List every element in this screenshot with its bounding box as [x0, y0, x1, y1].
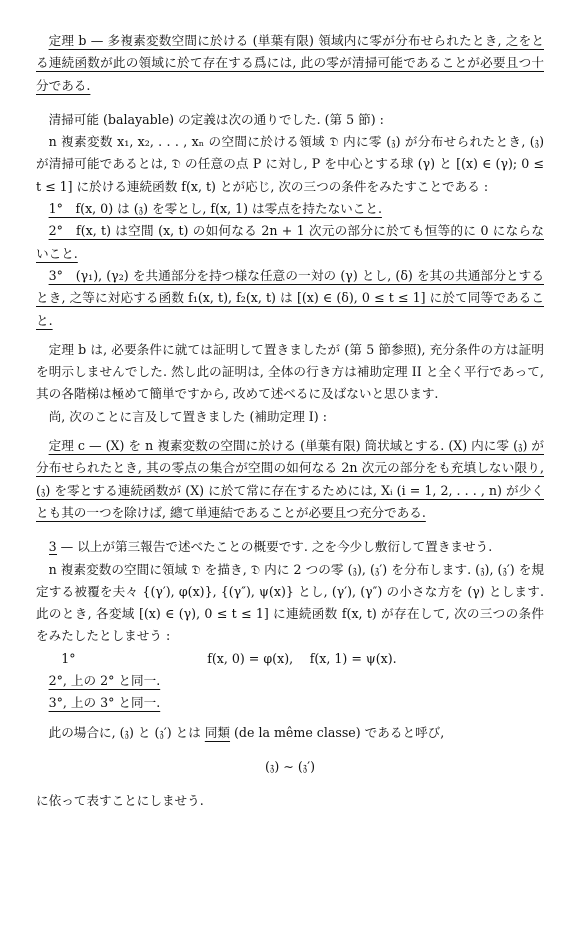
condition-1: 1° f(x, 0) は (𝔷) を零とし, f(x, 1) は零点を持たないこと.	[48, 201, 382, 217]
class-condition-1: 1° f(x, 0) = φ(x), f(x, 1) = ψ(x).	[61, 650, 397, 666]
section-number: 3	[48, 539, 57, 555]
balayable-intro: 清掃可能 (balayable) の定義は次の通りでした. (第 5 節) :	[48, 111, 384, 127]
class-condition-2: 2°, 上の 2° と同一.	[48, 673, 161, 689]
section-3-intro: 3 — 以上が第三報告で述べたことの概要です. 之を今少し敷衍して置きませう.	[48, 539, 493, 555]
theorem-b-proof-note: 定理 b は, 必要条件に就ては証明して置きましたが (第 5 節参照), 充分条件の方は証明を明示しませんでした. 然し此の証明は, 全体の行き方は補助定理 II と全く平行であって, 其の各階梯は極めて簡単ですから, 改めて述べるに及ばないと思ひます.	[36, 341, 544, 402]
same-class-term: 同類	[204, 724, 231, 740]
balayable-definition: n 複素変数 x₁, x₂, . . . , xₙ の空間に於ける領域 𝔇 内に零 (𝔷) が分布せられたとき, (𝔷) が清掃可能であるとは, 𝔇 の任意の点 P に対し, P を中心とする球 (γ) と [(x) ∈ (γ); 0 ≤ t ≤ 1] に於ける連続函数 f(x, t) とが応じ, 次の三つの条件をみたすことである :	[36, 134, 544, 194]
theorem-c: 定理 c — (X) を n 複素変数の空間に於ける (単葉有限) 筒状域とする. (X) 内に零 (𝔷) が分布せられたとき, 其の零点の集合が空間の如何なる 2n 次元の部分をも充填しない限り, (𝔷) を零とする連続函数が (X) に於て常に存在するためには, Xᵢ (i = 1, 2, . . . , n) が少くとも其の一つを除けば, 總て単連結であることが必要且つ充分である.	[36, 438, 544, 520]
condition-2: 2° f(x, t) は空間 (x, t) の如何なる 2n + 1 次元の部分に於ても恒等的に 0 にならないこと.	[36, 223, 544, 261]
class-condition-3: 3°, 上の 3° と同一.	[48, 695, 161, 711]
equivalence-formula: (𝔷) ∼ (𝔷′)	[264, 758, 315, 774]
condition-3: 3° (γ₁), (γ₂) を共通部分を持つ様な任意の一対の (γ) とし, (δ) を其の共通部分とするとき, 之等に対応する函数 f₁(x, t), f₂(x, t) は [(x) ∈ (δ), 0 ≤ t ≤ 1] に於て同等であること.	[36, 267, 544, 328]
same-class-paragraph: 此の場合に, (𝔷) と (𝔷′) とは 同類 (de la même classe) であると呼び,	[48, 724, 445, 740]
page	[36, 30, 544, 813]
zero-distribution-paragraph: n 複素変数の空間に領域 𝔇 を描き, 𝔇 内に 2 つの零 (𝔷), (𝔷′) を分布します. (𝔷), (𝔷′) を規定する被覆を夫々 {(γ′), φ(x)}, {(γ″), ψ(x)} とし, (γ′), (γ″) の小さな方を (γ) とします. 此のとき, 各変域 [(x) ∈ (γ), 0 ≤ t ≤ 1] に連続函数 f(x, t) が存在して, 次の三つの条件をみたしたとしませう :	[36, 561, 544, 644]
lemma-note: 尚, 次のことに言及して置きました (補助定理 I) :	[48, 408, 327, 424]
closing-line: に依って表すことにしませう.	[36, 793, 204, 809]
theorem-b: 定理 b — 多複素変数空間に於ける (単葉有限) 領域内に零が分布せられたとき, 之をとる連続函数が此の領域に於て存在する爲には, 此の零が清掃可能であることが必要且つ十分である.	[36, 33, 544, 93]
